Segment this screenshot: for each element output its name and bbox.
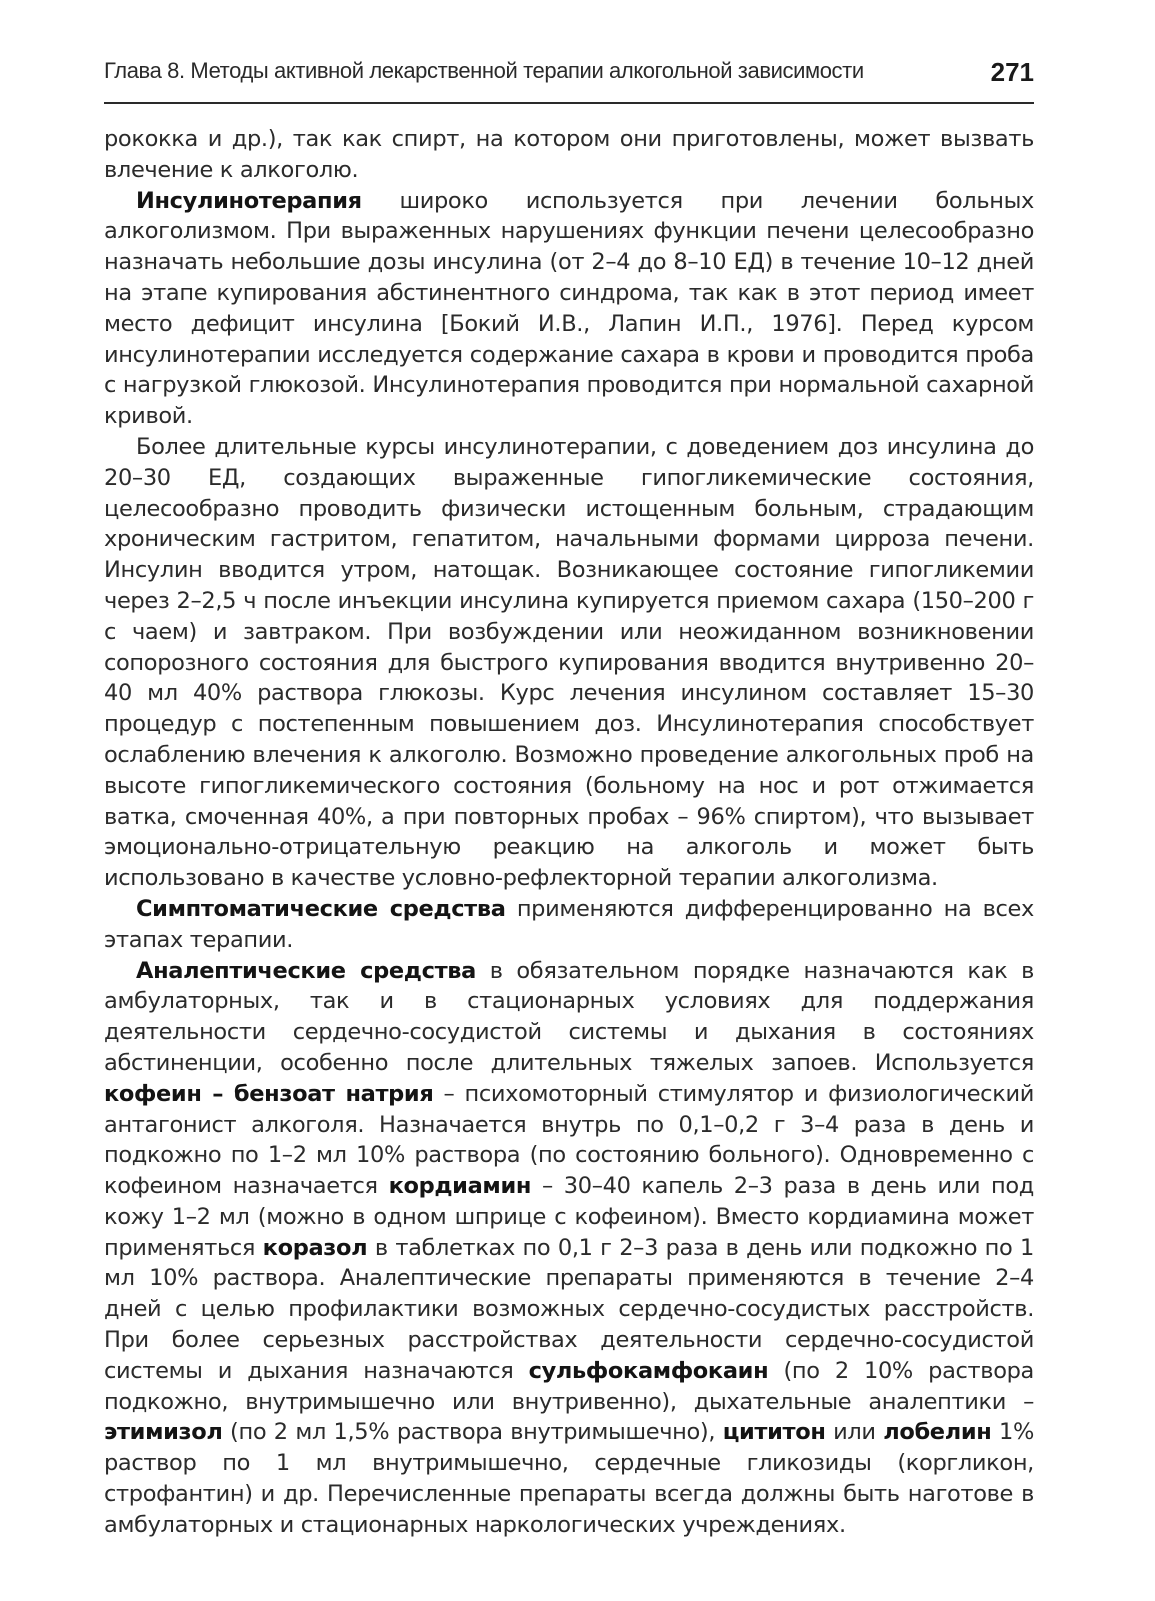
main-text (104, 124, 1034, 1541)
term-corazol: коразол (262, 1234, 368, 1261)
text-run: применяются дифференцированно на всех этапах терапии. (104, 895, 1035, 953)
text-run: или (825, 1419, 884, 1446)
term-etimizol: этимизол (104, 1419, 223, 1446)
text-run: – 30–40 капель 2–3 раза в день или под кожу 1–2 мл (можно в одном шприце с кофеином). Вместо кордиамина может применяться (104, 1173, 1034, 1261)
term-cytiton: цититон (722, 1419, 826, 1446)
text-run: Более длительные курсы инсулинотерапии, с доведением доз инсулина до 20–30 ЕД, создающих выраженные гипогликемические состояния, целесообразно проводить физически истощенным больным, страдающим хроническим гастритом, гепатитом, начальными формами цирроза печени. Инсулин вводится утром, натощак. Возникающее состояние гипогликемии через 2–2,5 ч после инъекции инсулина купируется приемом сахара (150–200 г с чаем) и завтраком. При возбуждении или неожиданном возникновении сопорозного состояния для быстрого купирования вводится внутривенно 20–40 мл 40% раствора глюкозы. Курс лечения инсулином составляет 15–30 процедур с постепенным повышением доз. Инсулинотерапия способствует ослаблению влечения к алкоголю. Возможно проведение алкогольных проб на высоте гипогликемического состояния (больному на нос и рот отжимается ватка, смоченная 40%, а при повторных пробах – 96% спиртом), что вызывает эмоционально-отрицательную реакцию на алкоголь и может быть использовано в качестве условно-рефлекторной терапии алкоголизма. (104, 433, 1034, 892)
paragraph-symptomatic (104, 894, 1034, 956)
paragraph-analeptics (104, 956, 1034, 1541)
text-run: в таблетках по 0,1 г 2–3 раза в день или подкожно по 1 мл 10% раствора. Аналептические препараты применяются в течение 2–4 дней с целью профилактики возможных сердечно-сосудистых расстройств. При более серьезных расстройствах деятельности сердечно-сосудистой системы и дыхания назначаются (104, 1234, 1034, 1384)
text-run: широко используется при лечении больных алкоголизмом. При выраженных нарушениях функции печени целесообразно назначать небольшие дозы инсулина (от 2–4 до 8–10 ЕД) в течение 10–12 дней на этапе купирования абстинентного синдрома, так как в этот период имеет место дефицит инсулина [Бокий И.В., Лапин И.П., 1976]. Перед курсом инсулинотерапии исследуется содержание сахара в крови и проводится проба с нагрузкой глюкозой. Инсулинотерапия проводится при нормальной сахарной кривой. (104, 187, 1034, 430)
paragraph-1 (104, 124, 1034, 186)
term-caffeine: кофеин – бензоат натрия (104, 1080, 434, 1107)
text-run: – психомоторный стимулятор и физиологический антагонист алкоголя. Назначается внутрь по 0,1–0,2 г 3–4 раза в день и подкожно по 1–2 мл 10% раствора (по состоянию больного). Одновременно с кофеином назначается (104, 1080, 1034, 1200)
term-insulin-therapy: Инсулинотерапия (136, 187, 362, 214)
text-run: 1% раствор по 1 мл внутримышечно, сердечные гликозиды (коргликон, строфантин) и др. Перечисленные препараты всегда должны быть наготове в амбулаторных и стационарных наркологических учреждениях. (104, 1419, 1034, 1538)
term-analeptic-agents: Аналептические средства (136, 957, 476, 984)
term-lobeline: лобелин (883, 1419, 992, 1446)
text-run: (по 2 10% раствора подкожно, внутримышечно или внутривенно), дыхательные аналептики – (104, 1357, 1034, 1415)
term-sulfocamphocaine: сульфокамфокаин (528, 1357, 769, 1384)
paragraph-insulin-therapy (104, 186, 1034, 432)
page-number: 271 (990, 57, 1034, 87)
page-header (104, 50, 1034, 104)
term-symptomatic-agents: Симптоматические средства (136, 895, 506, 922)
running-title: Глава 8. Методы активной лекарственной терапии алкогольной зависимости (104, 58, 864, 83)
text-run: (по 2 мл 1,5% раствора внутримышечно), (222, 1419, 723, 1446)
paragraph-long-courses (104, 432, 1034, 894)
text-run: в обязательном порядке назначаются как в амбулаторных, так и в стационарных условиях для поддержания деятельности сердечно-сосудистой системы и дыхания в состояниях абстиненции, особенно после длительных тяжелых запоев. Используется (104, 957, 1034, 1076)
text-run: рококка и др.), так как спирт, на котором они приготовлены, может вызвать влечение к алкоголю. (104, 126, 1034, 183)
term-cordiamine: кордиамин (388, 1173, 532, 1200)
